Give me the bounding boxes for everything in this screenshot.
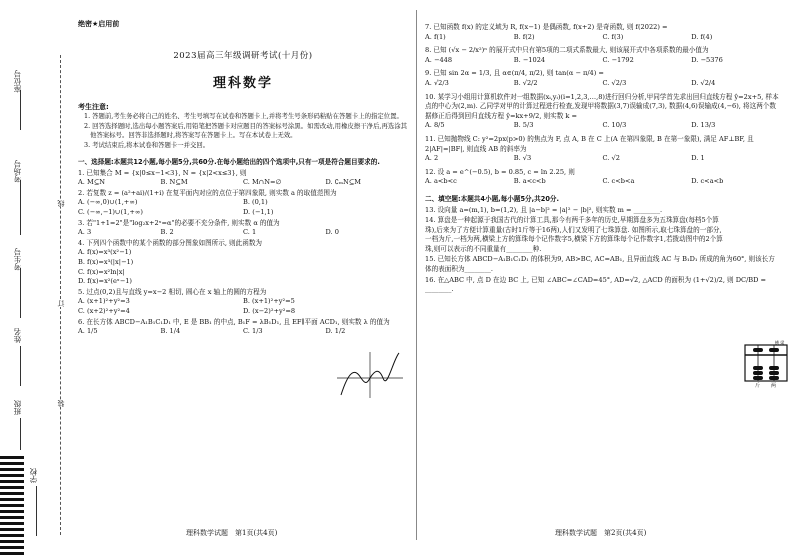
notice-item-3: 3. 考试结束后,将本试卷和答题卡一并交回。 <box>84 140 210 149</box>
binding-margin <box>0 0 78 555</box>
option-b: B. (x+1)²+y²=5 <box>243 297 295 306</box>
question-5 <box>78 288 408 317</box>
option-c: C. (−∞,−1)∪(1,+∞) <box>78 207 143 216</box>
room-number-label: 考场号 <box>13 160 22 183</box>
abacus-bead <box>753 366 763 370</box>
class-line <box>20 418 21 450</box>
question-options <box>425 56 780 66</box>
question-options <box>425 154 780 164</box>
option-d: D. (−1,1) <box>243 207 274 216</box>
option-a: A. (−∞,0)∪(1,+∞) <box>78 198 138 207</box>
option-d: D. f(4) <box>691 32 713 41</box>
question-options <box>78 178 408 188</box>
option-b: B. f(x)=x³(|x|−1) <box>78 257 134 266</box>
question-stem: 1. 已知集合 M = {x|0≤x−1<3}, N = {x|2<x≤3}, 则 <box>78 168 247 177</box>
cut-mark-install: 装 <box>57 400 65 407</box>
abacus-bead <box>769 366 779 370</box>
option-d: D. √2/4 <box>691 78 716 87</box>
question-3 <box>78 219 408 238</box>
option-b: B. f(2) <box>513 32 535 41</box>
option-c: C. 1/3 <box>243 327 263 336</box>
question-options <box>78 297 408 307</box>
cut-line <box>60 55 61 535</box>
section-2-title: 二、填空题:本题共4小题,每小题5分,共20分. <box>425 194 560 203</box>
question-options <box>425 177 780 187</box>
question-stem: 11. 已知抛物线 C: y²=2px(p>0) 的焦点为 F, 点 A, B 在 C 上(A 在第四象限, B 在第一象限), 满足 AF⊥BF, 且 2|AF|=|BF|, 则直线 AB 的斜率为 <box>425 134 754 153</box>
option-c: C. √2 <box>602 154 620 163</box>
question-8 <box>425 46 780 65</box>
option-c: C. 10/3 <box>602 121 627 130</box>
question-stem: 9. 已知 sin 2α = 1/3, 且 α∈(π/4, π/2), 则 tan(α − π/4) = <box>425 69 604 78</box>
name-line <box>20 346 21 386</box>
option-c: C. −1792 <box>602 55 634 64</box>
option-c: C. 1 <box>243 228 257 237</box>
question-options <box>425 79 780 89</box>
abacus-label-liang: 两 <box>771 383 777 389</box>
question-options <box>78 327 408 337</box>
question-15: 15. 已知长方体 ABCD−A₁B₁C₁D₁ 的体积为9, AB>BC, AC=AB₁, 且异面直线 AC 与 B₁D₁ 所成的角为60°, 则该长方体的表面积为________. <box>425 255 775 274</box>
page-1-column <box>78 20 408 337</box>
option-a: A. (x+1)²+y²=3 <box>78 297 130 306</box>
question-13: 13. 设向量 a=(m,1), b=(1,2), 且 |a−b|² = |a|² − |b|², 则实数 m = ________. <box>425 205 663 214</box>
option-a: A. √2/3 <box>425 78 449 87</box>
abacus-bead <box>753 348 763 352</box>
option-a: A. 1/5 <box>78 327 98 336</box>
page-2-column <box>425 22 780 295</box>
question-6 <box>78 318 408 337</box>
option-a: A. −448 <box>425 55 453 64</box>
column-divider <box>416 10 417 540</box>
question-stem: 6. 在长方体 ABCD−A₁B₁C₁D₁ 中, E 是 BB₁ 的中点, B₁F = λB₁D₁, 且 EF∥平面 ACD₁, 则实数 λ 的值为 <box>78 317 390 326</box>
option-b: B. √3 <box>513 154 532 163</box>
question-stem: 7. 已知函数 f(x) 的定义域为 R, f(x−1) 是偶函数, f(x+2) 是奇函数, 则 f(2022) = <box>425 23 668 31</box>
student-number-line <box>20 268 21 318</box>
abacus-bead <box>753 371 763 375</box>
binding-stripes <box>0 456 24 555</box>
school-line <box>36 486 37 536</box>
question-11 <box>425 135 780 164</box>
class-label: 班级 <box>13 400 22 415</box>
cut-mark-line: 线 <box>57 200 65 207</box>
option-b: B. a<c<b <box>513 177 546 186</box>
question-stem: 5. 过点(0,2)且与直线 y=x−2 相切, 圆心在 x 轴上的圆的方程为 <box>78 287 267 296</box>
subject-title: 理科数学 <box>212 76 273 92</box>
question-options <box>425 33 780 43</box>
option-b: B. 1/4 <box>160 327 181 336</box>
question-4 <box>78 239 333 287</box>
option-a: A. f(1) <box>425 32 446 41</box>
option-c: C. c<b<a <box>602 177 635 186</box>
student-number-label: 考生号 <box>13 248 22 271</box>
question-2 <box>78 189 408 218</box>
notice-item-1: 1. 答题前,考生务必将自己的姓名、考生号填写在试卷和答题卡上,并将考生号条形码粘贴在答题卡上的指定位置。 <box>84 112 403 121</box>
option-c: C. (x+2)²+y²=4 <box>78 306 130 315</box>
option-c: C. f(x)=x²ln|x| <box>78 267 125 276</box>
option-b: B. (0,1) <box>243 198 268 207</box>
question-16: 16. 在△ABC 中, 点 D 在边 BC 上, 已知 ∠ABC=∠CAD=45°, AD=√2, △ACD 的面积为 (1+√2)/2, 则 DC/BD = ________. <box>425 275 767 294</box>
option-d: D. 0 <box>325 228 339 237</box>
question-stem: 2. 若复数 z = (a²+ai)/(1+i) 在复平面内对应的点位于第四象限, 则实数 a 的取值范围为 <box>78 188 337 197</box>
abacus-bead <box>753 376 763 380</box>
option-c: C. √2/3 <box>602 78 627 87</box>
question-options <box>78 307 408 317</box>
abacus-label-beam: 横 梁 <box>775 340 785 345</box>
question-stem: 10. 某学习小组用计算机软件对一组数据(xᵢ,yᵢ)(i=1,2,3,…,8)进行回归分析,甲同学首先求出回归直线方程 ŷ=2x+5, 样本点的中心为(2,m). 乙同学对甲的计算过程进行检查,发现甲将数据(3,7)误输成(7,3), 数据(4,6)误输成(4,−6), 将这两个数据修正后得到回归直线方程 ŷ=kx+9/2, 则实数 k = <box>425 92 779 120</box>
question-stem: 12. 设 a = e^(−0.5), b = 0.85, c = ln 2.25, 则 <box>425 167 575 176</box>
option-b: B. −1024 <box>513 55 546 64</box>
question-options <box>78 198 408 208</box>
cut-mark-bind: 订 <box>57 300 65 307</box>
abacus-figure <box>744 340 788 389</box>
question-options <box>78 228 408 238</box>
room-number-line <box>20 180 21 235</box>
school-label: 学校 <box>29 468 38 483</box>
option-a: A. a<b<c <box>425 177 457 186</box>
footer-page-1: 理科数学试题 第1页(共4页) <box>186 529 278 537</box>
name-label: 姓名 <box>13 328 22 343</box>
option-a: A. 3 <box>78 228 92 237</box>
notice-title: 考生注意: <box>78 102 109 111</box>
seat-number-line <box>20 90 21 130</box>
option-d: D. ∁ₘN⊆M <box>325 178 362 187</box>
abacus-bead <box>769 348 779 352</box>
abacus-label-jin: 斤 <box>755 383 761 389</box>
option-b: B. 5/3 <box>513 121 534 130</box>
function-graph <box>335 350 405 400</box>
question-1 <box>78 169 408 188</box>
abacus-frame <box>745 345 787 381</box>
option-d: D. f(x)=x²(eˣ−1) <box>78 277 132 286</box>
question-14: 14. 算盘是一种起源于我国古代的计算工具,那今有两千多年的历史,早期算盘多为五珠算盘(每档5个算珠),后来为了方便计算重量(古时1斤等于16两),人们又发明了七珠算盘. 如图所示,取七珠算盘的一部分,一档为斤,一档为两,横梁上方的算珠每个记作数字5,横梁下方的算珠每个记作数字1,若拨动图中的2个算珠,则可以表示的不同重量有________种. <box>425 216 723 253</box>
question-12 <box>425 168 780 187</box>
option-d: D. c<a<b <box>691 177 724 186</box>
question-options <box>78 208 408 218</box>
question-stem: 3. 若"1+1=2"是"log₂x+2ˣ=α"的必要不充分条件, 则实数 α 的值为 <box>78 218 280 227</box>
option-c: C. M∩N=∅ <box>243 178 282 187</box>
option-b: B. N⊆M <box>160 178 188 187</box>
question-10 <box>425 93 780 131</box>
abacus-bead <box>769 371 779 375</box>
question-options <box>425 121 780 131</box>
question-stem: 4. 下列四个函数中的某个函数的部分图象如图所示, 则此函数为 <box>78 238 263 247</box>
option-d: D. 1 <box>691 154 705 163</box>
question-9 <box>425 69 780 88</box>
option-b: B. 2 <box>160 228 174 237</box>
notice-item-2: 2. 回答选择题时,选出每小题答案后,用铅笔把答题卡对应题目的答案标号涂黑。如需改动,用橡皮擦干净后,再选涂其他答案标号。回答非选择题时,将答案写在答题卡上。写在本试卷上无效。 <box>84 121 408 140</box>
section-1-title: 一、选择题:本题共12小题,每小题5分,共60分.在每小题给出的四个选项中,只有一项是符合题目要求的. <box>78 158 380 166</box>
option-d: D. 13/3 <box>691 121 716 130</box>
option-d: D. 1/2 <box>325 327 346 336</box>
option-b: B. √2/2 <box>513 78 538 87</box>
option-a: A. M⊆N <box>78 178 105 187</box>
option-a: A. f(x)=x³(x²−1) <box>78 248 132 257</box>
footer-page-2: 理科数学试题 第2页(共4页) <box>555 529 647 537</box>
question-7 <box>425 23 780 42</box>
secret-mark: 绝密★启用前 <box>78 20 120 28</box>
question-stem: 8. 已知 (√x − 2/x²)ⁿ 的展开式中只有第5项的二项式系数最大, 则该展开式中各项系数的最小值为 <box>425 46 709 55</box>
option-d: D. −5376 <box>691 55 723 64</box>
exam-title: 2023届高三年级调研考试(十月份) <box>173 50 313 61</box>
abacus-bead <box>769 376 779 380</box>
option-d: D. (x−2)²+y²=8 <box>243 306 296 315</box>
option-a: A. 8/5 <box>425 121 445 130</box>
option-c: C. f(3) <box>602 32 624 41</box>
seat-number-label: 座位号 <box>13 70 22 93</box>
option-a: A. 2 <box>425 154 439 163</box>
